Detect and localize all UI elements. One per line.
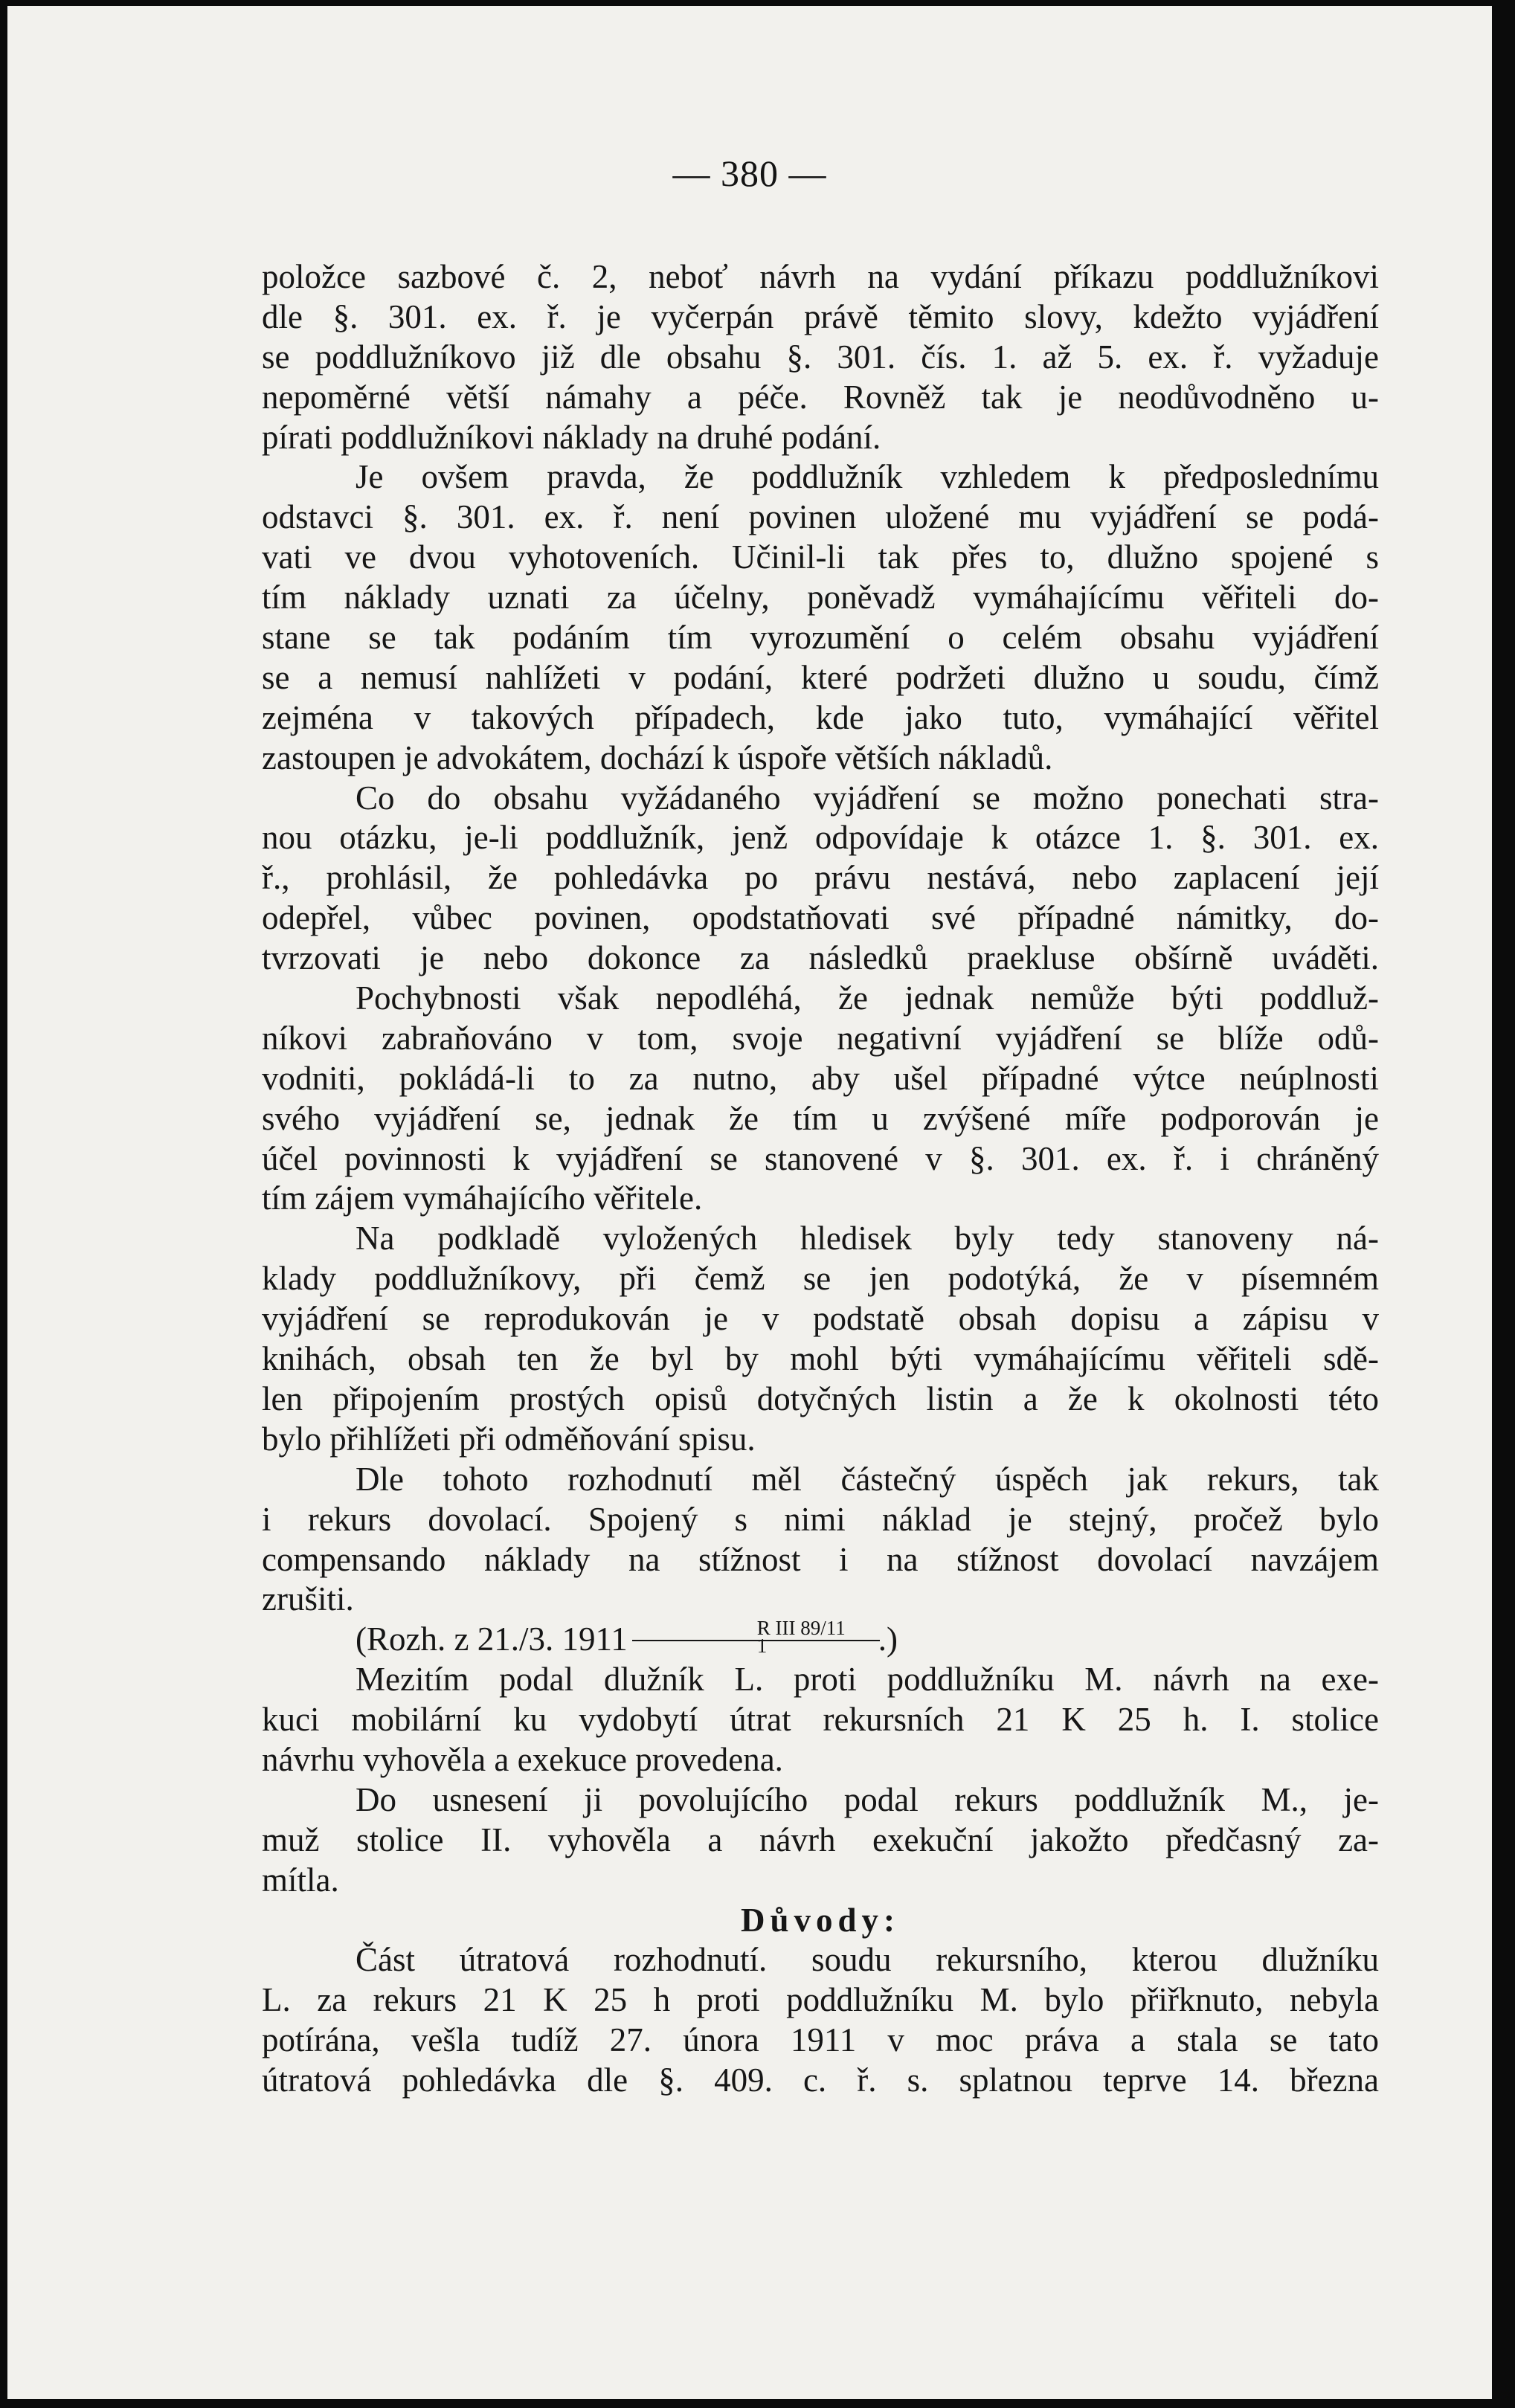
page-body [262, 257, 1379, 2101]
text-line: tím náklady uznati za účelny, poněvadž vymáhajícímu věřiteli do- [262, 579, 1379, 617]
citation-numerator: R III 89/11 [756, 1620, 846, 1639]
citation-prefix: (Rozh. z 21./3. 1911 [356, 1620, 628, 1658]
text-line: potírána, vešla tudíž 27. února 1911 v moc práva a stala se tato [262, 2021, 1379, 2059]
text-line: Co do obsahu vyžádaného vyjádření se možno ponechati stra- [356, 779, 1379, 817]
text-line: odstavci §. 301. ex. ř. není povinen uložené mu vyjádření se podá- [262, 498, 1379, 536]
text-line: Dle tohoto rozhodnutí měl částečný úspěch jak rekurs, tak [356, 1460, 1379, 1498]
text-line: muž stolice II. vyhověla a návrh exekuční jakožto předčasný za- [262, 1821, 1379, 1858]
text-line: odepřel, vůbec povinen, opodstatňovati své případné námitky, do- [262, 899, 1379, 937]
text-line: dle §. 301. ex. ř. je vyčerpán právě těmito slovy, kdežto vyjádření [262, 297, 1379, 335]
paragraph-block-1 [262, 257, 1379, 1620]
text-line: níkovi zabraňováno v tom, svoje negativní vyjádření se blíže odů- [262, 1019, 1379, 1057]
text-line: návrhu vyhověla a exekuce provedena. [262, 1740, 783, 1778]
page-number: — 380 — [672, 152, 827, 194]
text-line: nepoměrné větší námahy a péče. Rovněž tak je neodůvodněno u- [262, 378, 1379, 416]
book-page [7, 6, 1492, 2399]
text-line: vati ve dvou vyhotoveních. Učinil-li tak přes to, dlužno spojené s [262, 538, 1379, 576]
section-heading: Důvody: [740, 1901, 901, 1939]
text-line: tvrzovati je nebo dokonce za následků praekluse obšírně uváděti. [262, 939, 1379, 977]
citation-line [262, 1620, 1379, 1660]
citation-suffix: .) [878, 1620, 898, 1658]
text-line: knihách, obsah ten že byl by mohl býti vymáhajícímu věřiteli sdě- [262, 1340, 1379, 1378]
text-line: zejména v takových případech, kde jako tuto, vymáhající věřitel [262, 698, 1379, 736]
text-line: položce sazbové č. 2, neboť návrh na vydání příkazu poddlužníkovi [262, 258, 1379, 295]
text-line: stane se tak podáním tím vyrozumění o celém obsahu vyjádření [262, 619, 1379, 657]
paragraph-block-2 [262, 1660, 1379, 2101]
text-line: Do usnesení ji povolujícího podal rekurs poddlužník M., je- [356, 1780, 1379, 1818]
text-line: kuci mobilární ku vydobytí útrat rekursních 21 K 25 h. I. stolice [262, 1701, 1379, 1739]
text-line: zastoupen je advokátem, dochází k úspoře větších nákladů. [262, 738, 1053, 776]
text-line: Pochybnosti však nepodléhá, že jednak nemůže býti poddluž- [356, 979, 1379, 1017]
text-line: bylo přihlížeti při odměňování spisu. [262, 1420, 756, 1458]
text-line: pírati poddlužníkovi náklady na druhé podání. [262, 418, 881, 456]
text-line: útratová pohledávka dle §. 409. c. ř. s. splatnou teprve 14. března [262, 2061, 1379, 2099]
text-line: len připojením prostých opisů dotyčných listin a že k okolnosti této [262, 1380, 1379, 1417]
text-line: se a nemusí nahlížeti v podání, které podržeti dlužno u soudu, čímž [262, 658, 1379, 696]
text-line: tím zájem vymáhajícího věřitele. [262, 1179, 703, 1217]
text-line: ř., prohlásil, že pohledávka po právu nestává, nebo zaplacení její [262, 859, 1379, 897]
text-line: L. za rekurs 21 K 25 h proti poddlužníku M. bylo přiřknuto, nebyla [262, 1981, 1379, 2019]
text-line: klady poddlužníkovy, při čemž se jen podotýká, že v písemném [262, 1260, 1379, 1298]
text-line: vodniti, pokládá-li to za nutno, aby ušel případné výtce neúplnosti [262, 1059, 1379, 1097]
text-line: účel povinnosti k vyjádření se stanovené v §. 301. ex. ř. i chráněný [262, 1139, 1379, 1177]
text-line: Mezitím podal dlužník L. proti poddlužníku M. návrh na exe- [356, 1661, 1379, 1699]
text-line: Je ovšem pravda, že poddlužník vzhledem k předposlednímu [356, 458, 1379, 496]
text-line: se poddlužníkovo již dle obsahu §. 301. čís. 1. až 5. ex. ř. vyžaduje [262, 338, 1379, 376]
citation-denominator: 1 [756, 1634, 768, 1657]
text-line: nou otázku, je-li poddlužník, jenž odpovídaje k otázce 1. §. 301. ex. [262, 819, 1379, 857]
text-line: Část útratová rozhodnutí. soudu rekursního, kterou dlužníku [356, 1941, 1379, 1979]
text-line: zrušiti. [262, 1580, 354, 1618]
citation-fraction [663, 1622, 846, 1660]
text-line: vyjádření se reprodukován je v podstatě obsah dopisu a zápisu v [262, 1300, 1379, 1338]
text-line: svého vyjádření se, jednak že tím u zvýšené míře podporován je [262, 1099, 1379, 1137]
text-line: mítla. [262, 1861, 339, 1899]
text-line: i rekurs dovolací. Spojený s nimi náklad je stejný, pročež bylo [262, 1500, 1379, 1538]
text-line: compensando náklady na stížnost i na stížnost dovolací navzájem [262, 1540, 1379, 1578]
text-line: Na podkladě vyložených hledisek byly tedy stanoveny ná- [356, 1220, 1379, 1258]
